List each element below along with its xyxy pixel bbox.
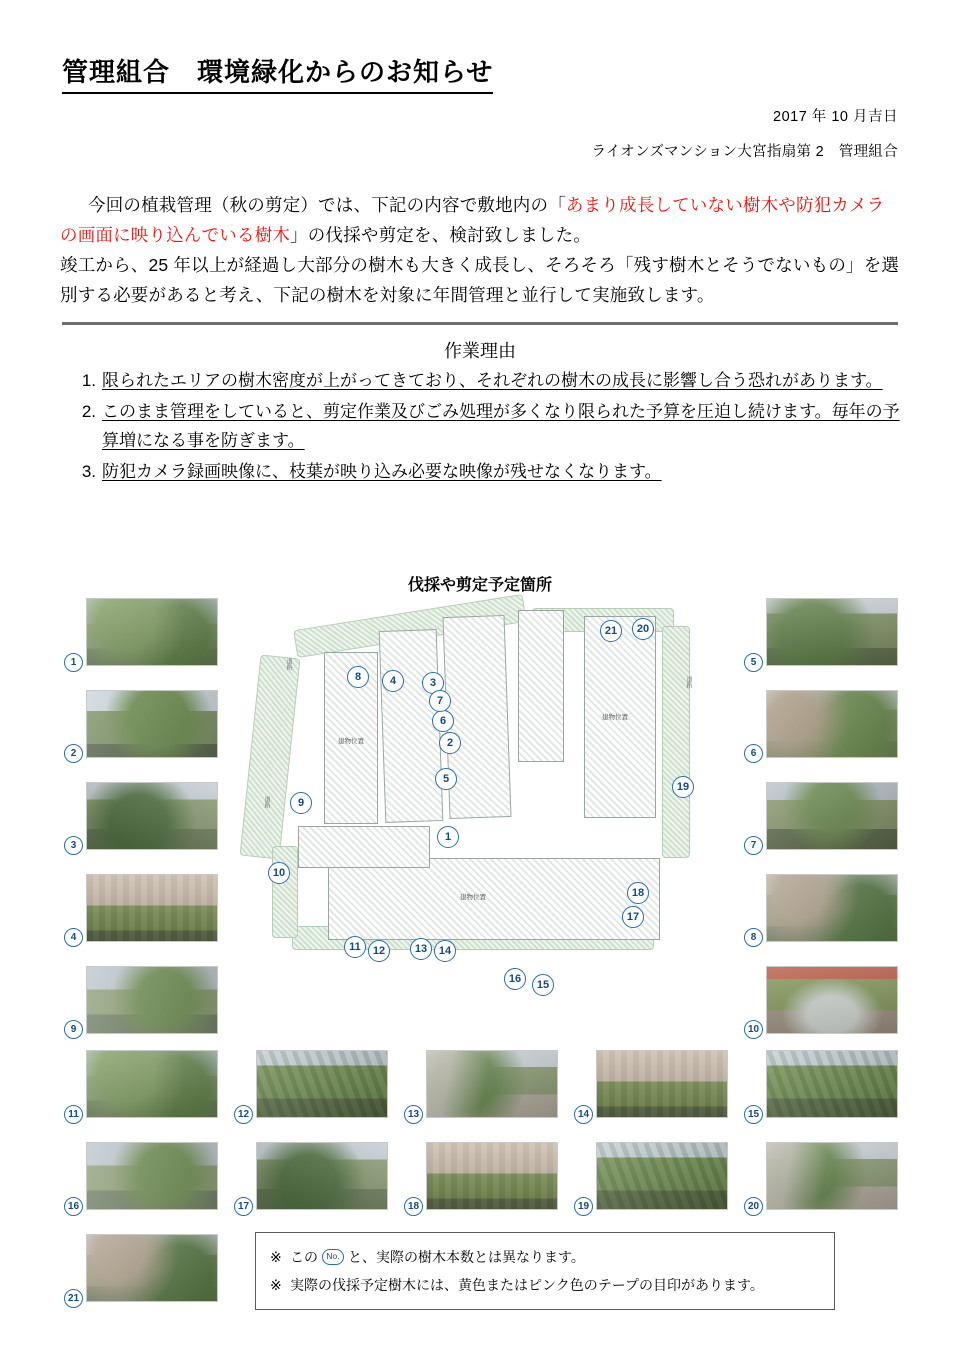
map-marker-7[interactable]: 7 — [429, 690, 451, 712]
note-row-1 — [270, 1243, 820, 1271]
photo-number-3: 3 — [64, 836, 83, 855]
divider — [62, 322, 898, 325]
note-text-1-post: と、実際の樹木本数とは異なります。 — [348, 1249, 585, 1265]
photo-number-9: 9 — [64, 1020, 83, 1039]
map-road-label: 道路 — [685, 676, 691, 688]
photo-image — [427, 1051, 557, 1117]
reason-heading: 作業理由 — [444, 341, 516, 361]
map-marker-12[interactable]: 12 — [368, 940, 390, 962]
reason-text: 限られたエリアの樹木密度が上がってきており、それぞれの樹木の成長に影響し合う恐れがあります。 — [102, 371, 883, 390]
photo-thumbnail-10[interactable] — [766, 966, 898, 1034]
photo-thumbnail-15[interactable] — [766, 1050, 898, 1118]
note-text-1-pre: この — [290, 1249, 318, 1265]
photo-number-7: 7 — [744, 836, 763, 855]
photo-number-12: 12 — [234, 1105, 253, 1124]
photo-image — [597, 1051, 727, 1117]
photo-thumbnail-4[interactable] — [86, 874, 218, 942]
photo-image — [767, 1051, 897, 1117]
map-marker-13[interactable]: 13 — [410, 938, 432, 960]
map-green-belt — [272, 846, 298, 938]
photo-number-6: 6 — [744, 744, 763, 763]
photo-thumbnail-7[interactable] — [766, 782, 898, 850]
map-building-label: 建物位置 — [460, 894, 486, 901]
photo-thumbnail-13[interactable] — [426, 1050, 558, 1118]
photo-thumbnail-5[interactable] — [766, 598, 898, 666]
map-marker-11[interactable]: 11 — [344, 936, 366, 958]
photo-thumbnail-19[interactable] — [596, 1142, 728, 1210]
note-number-badge: No. — [322, 1249, 344, 1265]
map-marker-15[interactable]: 15 — [532, 974, 554, 996]
photo-image — [767, 967, 897, 1033]
photo-number-1: 1 — [64, 653, 83, 672]
photo-image — [767, 875, 897, 941]
photo-image — [767, 691, 897, 757]
reason-number: 1. — [81, 371, 96, 390]
photo-number-8: 8 — [744, 928, 763, 947]
map-marker-16[interactable]: 16 — [504, 968, 526, 990]
photo-number-19: 19 — [574, 1197, 593, 1216]
reason-text: このまま管理をしていると、剪定作業及びごみ処理が多くなり限られた予算を圧迫し続けます。毎年の予算増になる事を防ぎます。 — [102, 402, 900, 450]
photo-number-17: 17 — [234, 1197, 253, 1216]
note-mark: ※ — [270, 1249, 282, 1265]
intro-paragraph — [60, 190, 900, 310]
photo-thumbnail-20[interactable] — [766, 1142, 898, 1210]
photo-image — [767, 783, 897, 849]
map-building — [328, 858, 660, 940]
photo-image — [767, 1143, 897, 1209]
map-marker-10[interactable]: 10 — [268, 862, 290, 884]
photo-number-14: 14 — [574, 1105, 593, 1124]
photo-thumbnail-16[interactable] — [86, 1142, 218, 1210]
map-building-label: 建物位置 — [602, 714, 628, 721]
photo-thumbnail-3[interactable] — [86, 782, 218, 850]
map-marker-18[interactable]: 18 — [627, 882, 649, 904]
intro-line1-highlight: あまり成長していない樹木や防犯カメラの画面に映り込んでいる樹木 — [60, 195, 885, 245]
intro-line1-post: 」の伐採や剪定を、検討致しました。 — [290, 225, 592, 245]
map-title: 伐採や剪定予定箇所 — [407, 577, 552, 594]
photo-number-15: 15 — [744, 1105, 763, 1124]
map-building-label: 建物位置 — [338, 738, 364, 745]
photo-thumbnail-2[interactable] — [86, 690, 218, 758]
photo-number-2: 2 — [64, 744, 83, 763]
reason-number: 3. — [81, 462, 96, 481]
map-marker-17[interactable]: 17 — [622, 906, 644, 928]
map-marker-9[interactable]: 9 — [290, 792, 312, 814]
photo-image — [87, 967, 217, 1033]
photo-image — [87, 1051, 217, 1117]
photo-image — [87, 599, 217, 665]
map-marker-14[interactable]: 14 — [434, 940, 456, 962]
map-marker-3[interactable]: 3 — [422, 672, 444, 694]
photo-thumbnail-1[interactable] — [86, 598, 218, 666]
photo-image — [257, 1143, 387, 1209]
photo-thumbnail-8[interactable] — [766, 874, 898, 942]
reason-item — [62, 366, 902, 395]
map-marker-4[interactable]: 4 — [382, 670, 404, 692]
photo-number-4: 4 — [64, 928, 83, 947]
photo-image — [597, 1143, 727, 1209]
reason-list — [62, 366, 902, 488]
map-marker-20[interactable]: 20 — [632, 618, 654, 640]
photo-thumbnail-12[interactable] — [256, 1050, 388, 1118]
photo-number-10: 10 — [744, 1020, 763, 1039]
photo-image — [257, 1051, 387, 1117]
map-marker-6[interactable]: 6 — [432, 710, 454, 732]
photo-number-21: 21 — [64, 1289, 83, 1308]
photo-image — [87, 875, 217, 941]
organization-name: ライオンズマンション大宮指扇第 2 管理組合 — [591, 144, 898, 160]
note-text-2: 実際の伐採予定樹木には、黄色またはピンク色のテープの目印があります。 — [290, 1277, 764, 1293]
page-title: 管理組合 環境緑化からのお知らせ — [62, 52, 493, 94]
photo-image — [87, 783, 217, 849]
photo-thumbnail-21[interactable] — [86, 1234, 218, 1302]
photo-image — [767, 599, 897, 665]
photo-image — [87, 1235, 217, 1301]
intro-line1-pre: 今回の植栽管理（秋の剪定）では、下記の内容で敷地内の「 — [88, 195, 566, 215]
intro-line2: 竣工から、25 年以上が経過し大部分の樹木も大きく成長し、そろそろ「残す樹木とそうでないもの」を選別する必要があると考え、下記の樹木を対象に年間管理と並行して実施致します。 — [60, 255, 900, 305]
photo-thumbnail-17[interactable] — [256, 1142, 388, 1210]
photo-thumbnail-9[interactable] — [86, 966, 218, 1034]
reason-number: 2. — [81, 402, 96, 421]
map-marker-21[interactable]: 21 — [600, 620, 622, 642]
photo-image — [87, 1143, 217, 1209]
photo-number-5: 5 — [744, 653, 763, 672]
photo-number-13: 13 — [404, 1105, 423, 1124]
map-marker-5[interactable]: 5 — [435, 768, 457, 790]
document-date: 2017 年 10 月吉日 — [773, 109, 898, 125]
note-row-2 — [270, 1271, 820, 1299]
photo-image — [427, 1143, 557, 1209]
map-road-label: 道路 — [263, 796, 269, 808]
map-marker-19[interactable]: 19 — [672, 776, 694, 798]
photo-thumbnail-11[interactable] — [86, 1050, 218, 1118]
photo-number-16: 16 — [64, 1197, 83, 1216]
photo-thumbnail-18[interactable] — [426, 1142, 558, 1210]
photo-image — [87, 691, 217, 757]
reason-text: 防犯カメラ録画映像に、枝葉が映り込み必要な映像が残せなくなります。 — [102, 462, 662, 481]
map-marker-8[interactable]: 8 — [347, 666, 369, 688]
reason-item — [62, 457, 902, 486]
reason-item — [62, 397, 902, 455]
map-marker-2[interactable]: 2 — [439, 732, 461, 754]
note-mark: ※ — [270, 1277, 282, 1293]
photo-number-18: 18 — [404, 1197, 423, 1216]
notes-box — [255, 1232, 835, 1310]
photo-thumbnail-14[interactable] — [596, 1050, 728, 1118]
map-building — [518, 610, 564, 762]
photo-number-20: 20 — [744, 1197, 763, 1216]
site-map — [232, 596, 732, 1036]
photo-thumbnail-6[interactable] — [766, 690, 898, 758]
map-marker-1[interactable]: 1 — [437, 826, 459, 848]
map-building — [298, 826, 430, 868]
map-road-label: 道路 — [285, 658, 291, 670]
photo-number-11: 11 — [64, 1105, 83, 1124]
